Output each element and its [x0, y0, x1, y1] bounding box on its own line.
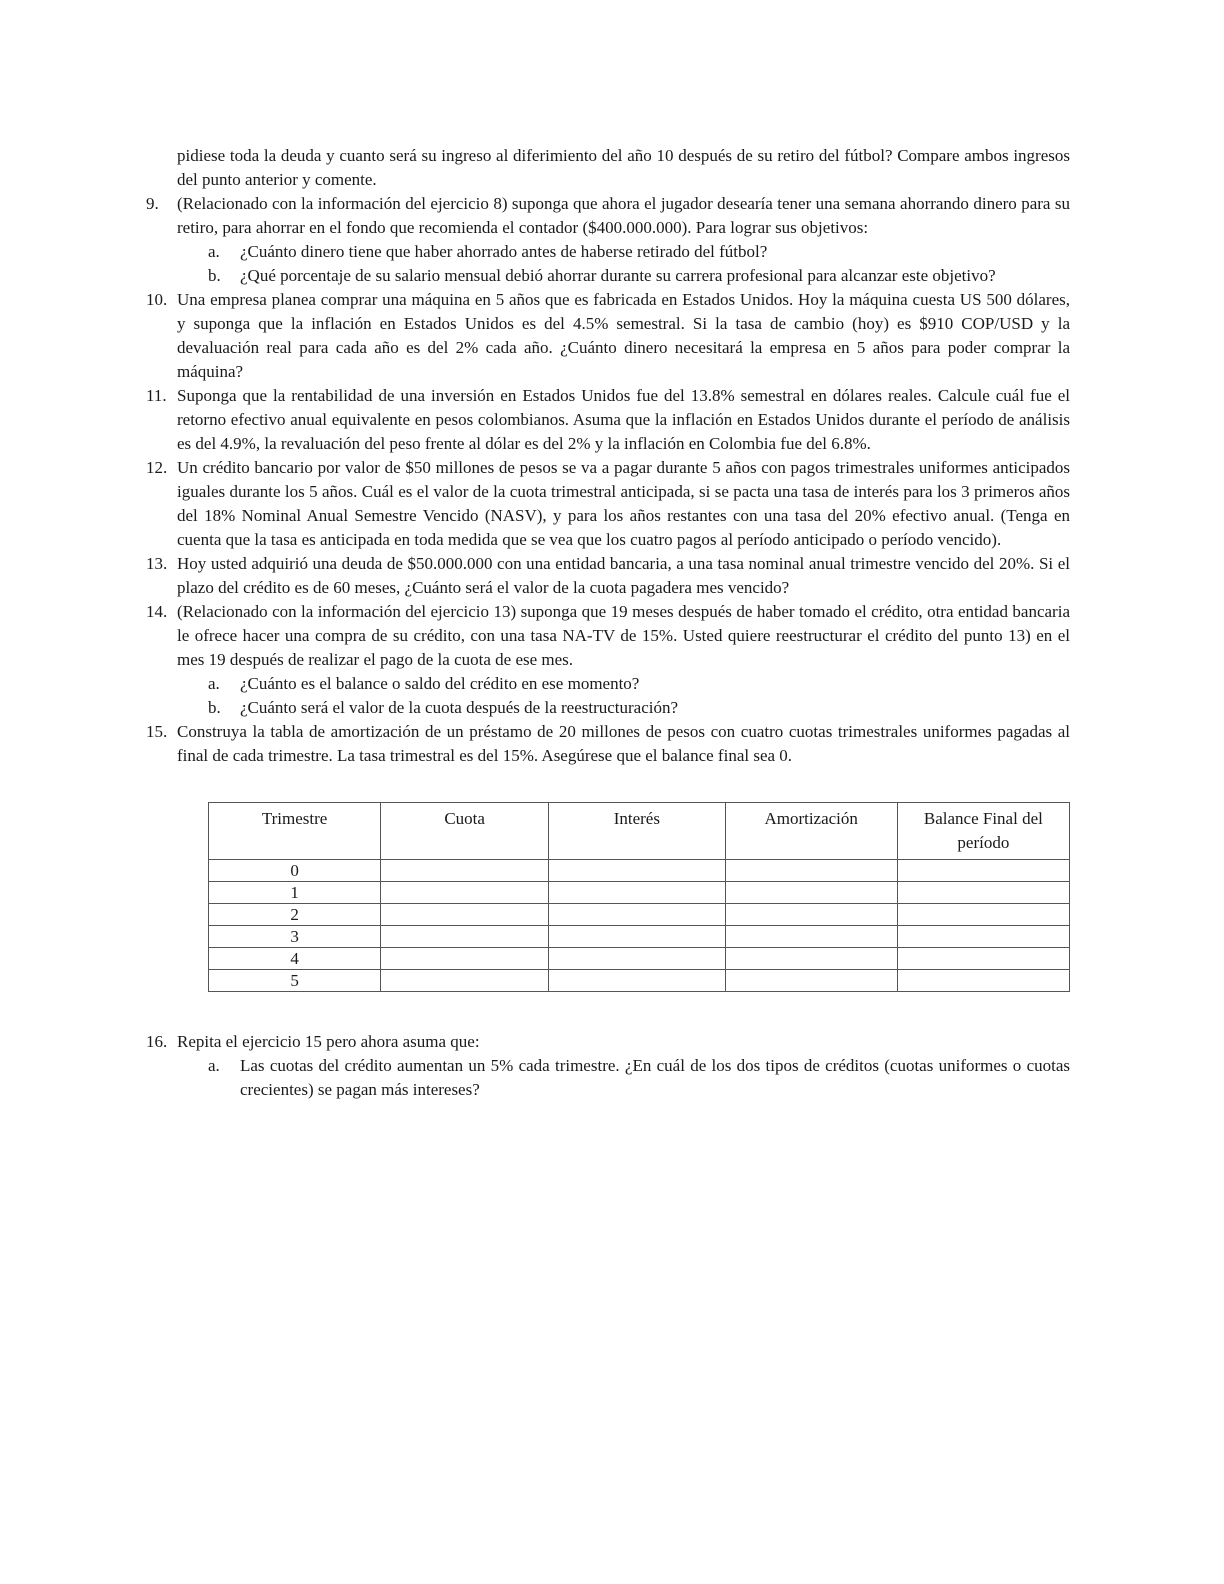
- empty-cell: [381, 860, 549, 882]
- exercise-number: 9.: [146, 194, 159, 213]
- empty-cell: [381, 882, 549, 904]
- amortization-table-wrapper: [208, 802, 1070, 992]
- subitem-text: ¿Cuánto será el valor de la cuota después de la reestructuración?: [240, 698, 679, 717]
- column-header: Interés: [549, 803, 726, 860]
- subitem-letter: a.: [208, 674, 220, 693]
- exercise-item: [146, 552, 1070, 600]
- subitem-text: ¿Cuánto es el balance o saldo del crédito en ese momento?: [240, 674, 640, 693]
- period-cell: 3: [209, 926, 381, 948]
- subitem-text: ¿Qué porcentaje de su salario mensual debió ahorrar durante su carrera profesional para alcanzar este objetivo?: [240, 266, 996, 285]
- paragraph-continuation: pidiese toda la deuda y cuanto será su ingreso al diferimiento del año 10 después de su retiro del fútbol? Compare ambos ingresos del punto anterior y comente.: [177, 146, 1070, 189]
- empty-cell: [725, 882, 897, 904]
- subitem-text: Las cuotas del crédito aumentan un 5% cada trimestre. ¿En cuál de los dos tipos de créditos (cuotas uniformes o cuotas crecientes) se pagan más intereses?: [240, 1056, 1070, 1099]
- exercise-text: Una empresa planea comprar una máquina en 5 años que es fabricada en Estados Unidos. Hoy la máquina cuesta US 500 dólares, y suponga que la inflación en Estados Unidos es del 4.5% semestral. Si la tasa de cambio (hoy) es $910 COP/USD y la devaluación real para cada año es del 2% cada año. ¿Cuánto dinero necesitará la empresa en 5 años para poder comprar la máquina?: [177, 290, 1070, 381]
- empty-cell: [725, 970, 897, 992]
- page-content: [146, 144, 1070, 1102]
- table-row: [209, 926, 1070, 948]
- table-header-row: [209, 803, 1070, 860]
- exercise-item: [146, 600, 1070, 672]
- empty-cell: [381, 926, 549, 948]
- subitem-letter: a.: [208, 242, 220, 261]
- exercise-text: Construya la tabla de amortización de un préstamo de 20 millones de pesos con cuatro cuotas trimestrales uniformes pagadas al final de cada trimestre. La tasa trimestral es del 15%. Asegúrese que el balance final sea 0.: [177, 722, 1070, 765]
- exercise-item: [146, 456, 1070, 552]
- exercise-text: Un crédito bancario por valor de $50 millones de pesos se va a pagar durante 5 años con pagos trimestrales uniformes anticipados iguales durante los 5 años. Cuál es el valor de la cuota trimestral anticipada, si se pacta una tasa de interés para los 3 primeros años del 18% Nominal Anual Semestre Vencido (NASV), y para los años restantes con una tasa del 20% efectivo anual. (Tenga en cuenta que la tasa es anticipada en toda medida que se vea que los cuatro pagos al período anticipado o período vencido).: [177, 458, 1070, 549]
- exercise-subitem: [208, 672, 1070, 696]
- empty-cell: [725, 904, 897, 926]
- table-row: [209, 948, 1070, 970]
- empty-cell: [725, 860, 897, 882]
- empty-cell: [381, 948, 549, 970]
- exercise-number: 12.: [146, 458, 168, 477]
- empty-cell: [897, 970, 1069, 992]
- exercise-item: [146, 720, 1070, 768]
- period-cell: 4: [209, 948, 381, 970]
- empty-cell: [381, 970, 549, 992]
- exercise-item: [146, 384, 1070, 456]
- exercise-number: 10.: [146, 290, 168, 309]
- exercise-subitem: [208, 264, 1070, 288]
- empty-cell: [549, 948, 726, 970]
- empty-cell: [725, 926, 897, 948]
- empty-cell: [549, 926, 726, 948]
- table-row: [209, 970, 1070, 992]
- empty-cell: [549, 860, 726, 882]
- subitem-text: ¿Cuánto dinero tiene que haber ahorrado antes de haberse retirado del fútbol?: [240, 242, 768, 261]
- table-row: [209, 904, 1070, 926]
- column-header: Cuota: [381, 803, 549, 860]
- exercise-item: [146, 1030, 1070, 1054]
- exercise-item: [146, 288, 1070, 384]
- exercise-number: 15.: [146, 722, 168, 741]
- amortization-table: [208, 802, 1070, 992]
- exercise-number: 14.: [146, 602, 168, 621]
- table-row: [209, 860, 1070, 882]
- period-cell: 2: [209, 904, 381, 926]
- empty-cell: [381, 904, 549, 926]
- column-header: Trimestre: [209, 803, 381, 860]
- empty-cell: [897, 948, 1069, 970]
- column-header: Amortización: [725, 803, 897, 860]
- exercise-subitem: [208, 1054, 1070, 1102]
- exercise-subitem: [208, 240, 1070, 264]
- column-header: Balance Final del período: [897, 803, 1069, 860]
- subitem-letter: a.: [208, 1056, 220, 1075]
- table-body: [209, 860, 1070, 992]
- exercise-item: [146, 192, 1070, 240]
- exercise-number: 13.: [146, 554, 168, 573]
- exercise-text: (Relacionado con la información del ejercicio 13) suponga que 19 meses después de haber tomado el crédito, otra entidad bancaria le ofrece hacer una compra de su crédito, con una tasa NA-TV de 15%. Usted quiere reestructurar el crédito del punto 13) en el mes 19 después de realizar el pago de la cuota de ese mes.: [177, 602, 1070, 669]
- exercise-text: Hoy usted adquirió una deuda de $50.000.000 con una entidad bancaria, a una tasa nominal anual trimestre vencido del 20%. Si el plazo del crédito es de 60 meses, ¿Cuánto será el valor de la cuota pagadera mes vencido?: [177, 554, 1070, 597]
- subitem-letter: b.: [208, 698, 221, 717]
- empty-cell: [897, 860, 1069, 882]
- exercise-list: [146, 192, 1070, 768]
- empty-cell: [549, 904, 726, 926]
- period-cell: 0: [209, 860, 381, 882]
- table-row: [209, 882, 1070, 904]
- period-cell: 5: [209, 970, 381, 992]
- empty-cell: [549, 882, 726, 904]
- empty-cell: [897, 882, 1069, 904]
- empty-cell: [549, 970, 726, 992]
- exercise-text: (Relacionado con la información del ejercicio 8) suponga que ahora el jugador desearía tener una semana ahorrando dinero para su retiro, para ahorrar en el fondo que recomienda el contador ($400.000.000). Para lograr sus objetivos:: [177, 194, 1070, 237]
- empty-cell: [725, 948, 897, 970]
- exercise-number: 16.: [146, 1032, 168, 1051]
- period-cell: 1: [209, 882, 381, 904]
- subitem-letter: b.: [208, 266, 221, 285]
- exercise-text: Repita el ejercicio 15 pero ahora asuma que:: [177, 1032, 480, 1051]
- exercise-text: Suponga que la rentabilidad de una inversión en Estados Unidos fue del 13.8% semestral en dólares reales. Calcule cuál fue el retorno efectivo anual equivalente en pesos colombianos. Asuma que la inflación en Estados Unidos durante el período de análisis es del 4.9%, la revaluación del peso frente al dólar es del 2% y la inflación en Colombia fue del 6.8%.: [177, 386, 1070, 453]
- exercise-number: 11.: [146, 386, 167, 405]
- exercise-subitem: [208, 696, 1070, 720]
- empty-cell: [897, 904, 1069, 926]
- empty-cell: [897, 926, 1069, 948]
